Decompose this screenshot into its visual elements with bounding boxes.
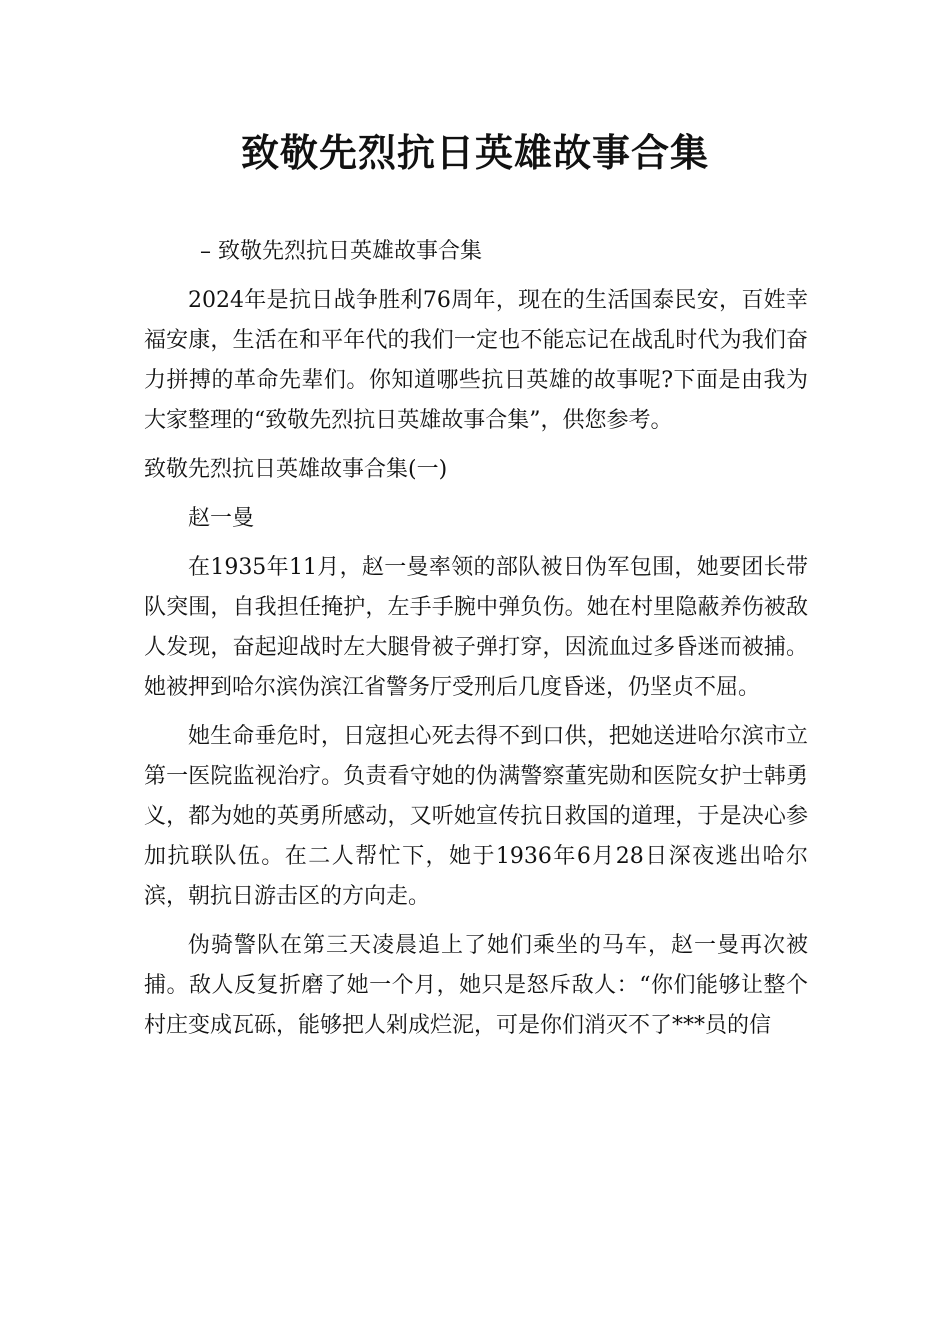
document-body [144, 232, 808, 1055]
intro-paragraph: 2024年是抗日战争胜利76周年，现在的生活国泰民安，百姓幸福安康，生活在和平年代的我们一定也不能忘记在战乱时代为我们奋力拼搏的革命先辈们。你知道哪些抗日英雄的故事呢?下面是由我为大家整理的“致敬先烈抗日英雄故事合集”，供您参考。 [144, 288, 808, 433]
document-subtitle: – 致敬先烈抗日英雄故事合集 [200, 239, 482, 264]
hero-name: 赵一曼 [188, 506, 255, 531]
story-paragraph-1: 在1935年11月，赵一曼率领的部队被日伪军包围，她要团长带队突围，自我担任掩护，左手手腕中弹负伤。她在村里隐蔽养伤被敌人发现，奋起迎战时左大腿骨被子弹打穿，因流血过多昏迷而被捕。她被押到哈尔滨伪滨江省警务厅受刑后几度昏迷，仍坚贞不屈。 [144, 555, 808, 700]
story-paragraph-2: 她生命垂危时，日寇担心死去得不到口供，把她送进哈尔滨市立第一医院监视治疗。负责看守她的伪满警察董宪勋和医院女护士韩勇义，都为她的英勇所感动，又听她宣传抗日救国的道理，于是决心参加抗联队伍。在二人帮忙下，她于1936年6月28日深夜逃出哈尔滨，朝抗日游击区的方向走。 [144, 724, 808, 909]
document-title: 致敬先烈抗日英雄故事合集 [240, 131, 709, 175]
story-paragraph-3: 伪骑警队在第三天凌晨追上了她们乘坐的马车，赵一曼再次被捕。敌人反复折磨了她一个月，她只是怒斥敌人：“你们能够让整个村庄变成瓦砾，能够把人剁成烂泥，可是你们消灭不了***员的信 [144, 933, 808, 1038]
section-heading: 致敬先烈抗日英雄故事合集(一) [144, 457, 448, 482]
